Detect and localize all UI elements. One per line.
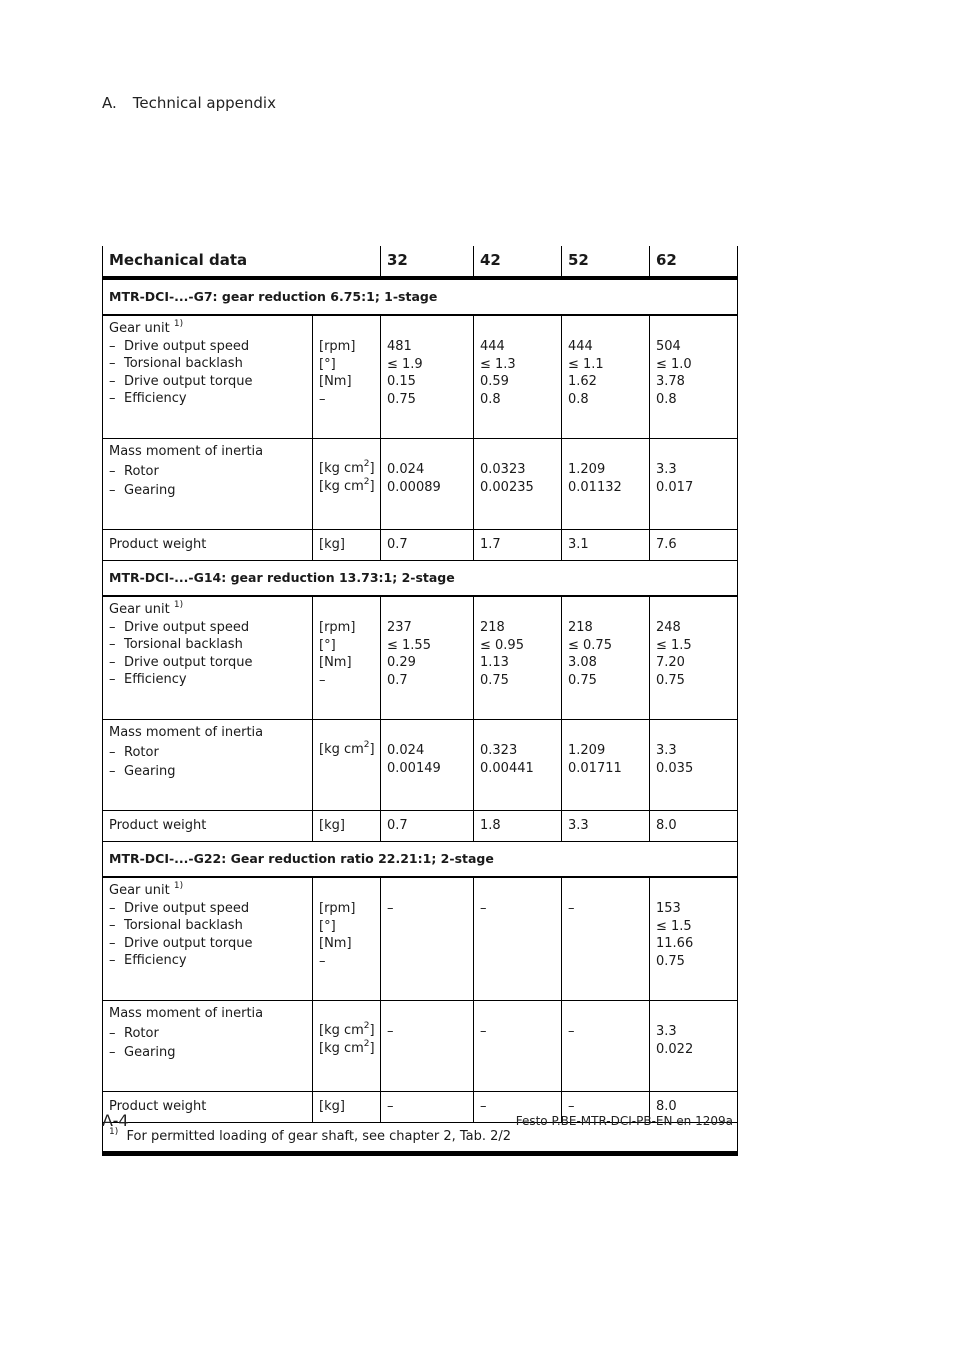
- chapter-heading: [102, 94, 276, 112]
- value: 0.59: [480, 374, 509, 389]
- value: 237: [387, 620, 412, 635]
- unit: [°]: [319, 918, 336, 934]
- inertia-item: [109, 463, 306, 481]
- weight-label: Product weight: [103, 1092, 313, 1123]
- unit: [Nm]: [319, 374, 352, 389]
- gear-unit-item: [109, 636, 306, 654]
- section-heading-row: [103, 561, 738, 597]
- column-header: 32: [381, 246, 474, 278]
- gear-unit-item: [109, 900, 306, 918]
- section-heading-row: [103, 278, 738, 315]
- value: 0.75: [387, 391, 416, 407]
- inertia-label: Mass moment of inertia: [109, 725, 264, 740]
- item-label: Drive output speed: [124, 619, 250, 635]
- unit: [kg $cm^2$]: [319, 1021, 375, 1038]
- value: 444: [480, 339, 505, 354]
- item-dash: –: [109, 483, 116, 498]
- value: 3.3: [656, 1024, 677, 1039]
- value: 0.0323: [480, 462, 526, 477]
- gear-unit-title: Gear unit: [109, 883, 170, 898]
- gear-unit-values: [562, 877, 650, 1001]
- inertia-label-cell: [103, 439, 313, 530]
- value: 11.66: [656, 936, 694, 951]
- item-dash: –: [109, 654, 116, 670]
- weight-label: Product weight: [103, 811, 313, 842]
- unit-text: [kg cm: [319, 1040, 364, 1056]
- gear-unit-values: [650, 877, 738, 1001]
- unit: –: [319, 953, 326, 969]
- unit-exponent: 2: [363, 476, 370, 487]
- item-label: Rotor: [124, 463, 159, 479]
- item-dash: –: [109, 672, 116, 687]
- gear-unit-label: [109, 882, 306, 900]
- gear-unit-label-cell: [103, 315, 313, 439]
- inertia-units: [313, 439, 381, 530]
- weight-row: [103, 530, 738, 561]
- value: 0.00441: [480, 760, 534, 776]
- item-label: Gearing: [124, 764, 176, 779]
- gear-unit-values: [474, 315, 562, 439]
- weight-value: 1.7: [474, 530, 562, 561]
- item-label: Drive output speed: [124, 338, 250, 354]
- value: 0.00149: [387, 760, 441, 776]
- gear-unit-values: [381, 315, 474, 439]
- gear-unit-values: [650, 596, 738, 720]
- item-label: Efficiency: [124, 953, 187, 968]
- inertia-row: [103, 1001, 738, 1092]
- inertia-item: [109, 763, 306, 781]
- section-heading: MTR-DCI-...-G22: Gear reduction ratio 22.21:1; 2-stage: [103, 842, 738, 878]
- value: 0.75: [656, 953, 685, 969]
- mechanical-data-table: [102, 246, 738, 1156]
- weight-row: [103, 811, 738, 842]
- weight-unit: [kg]: [313, 1092, 381, 1123]
- gear-unit-units: [313, 315, 381, 439]
- unit: [rpm]: [319, 901, 356, 916]
- weight-value: –: [381, 1092, 474, 1123]
- unit: [kg $cm^2$]: [319, 740, 375, 757]
- value: –: [480, 901, 487, 916]
- page-number: A-4: [102, 1111, 129, 1130]
- unit: –: [319, 391, 326, 407]
- value: 0.75: [480, 672, 509, 688]
- inertia-values: [650, 720, 738, 811]
- inertia-values: [562, 1001, 650, 1092]
- value: ≤ 1.1: [568, 356, 604, 372]
- inertia-row: [103, 439, 738, 530]
- section-heading: MTR-DCI-...-G14: gear reduction 13.73:1; 2-stage: [103, 561, 738, 597]
- table-title: Mechanical data: [103, 246, 381, 278]
- value: 0.8: [480, 391, 501, 407]
- value: 3.78: [656, 374, 685, 389]
- footnote-ref: 1): [173, 600, 184, 610]
- weight-label: Product weight: [103, 530, 313, 561]
- value: ≤ 1.5: [656, 918, 692, 934]
- item-label: Efficiency: [124, 672, 187, 687]
- inertia-label-cell: [103, 1001, 313, 1092]
- item-dash: –: [109, 1045, 116, 1060]
- inertia-item: [109, 1044, 306, 1062]
- weight-value: 7.6: [650, 530, 738, 561]
- inertia-item: [109, 744, 306, 762]
- value: 0.8: [568, 391, 589, 407]
- item-label: Gearing: [124, 483, 176, 498]
- gear-unit-item: [109, 654, 306, 672]
- unit: [rpm]: [319, 620, 356, 635]
- gear-unit-item: [109, 355, 306, 373]
- section-heading-row: [103, 842, 738, 878]
- unit-text: [kg cm: [319, 478, 364, 494]
- item-dash: –: [109, 637, 116, 652]
- item-dash: –: [109, 918, 116, 933]
- unit: [Nm]: [319, 936, 352, 951]
- value: 1.62: [568, 374, 597, 389]
- value: 7.20: [656, 655, 685, 670]
- item-label: Drive output speed: [124, 900, 250, 916]
- value: 481: [387, 339, 412, 354]
- value: 0.7: [387, 672, 408, 688]
- value: ≤ 1.5: [656, 637, 692, 653]
- item-label: Torsional backlash: [124, 637, 243, 652]
- column-header: 62: [650, 246, 738, 278]
- weight-value: –: [474, 1092, 562, 1123]
- value: 0.29: [387, 655, 416, 670]
- item-dash: –: [109, 619, 116, 635]
- inertia-values: [381, 1001, 474, 1092]
- footnote-ref: 1): [173, 881, 184, 891]
- unit-text: [kg cm: [319, 742, 364, 757]
- value: –: [568, 1024, 575, 1039]
- gear-unit-label: [109, 320, 306, 338]
- unit: [kg $cm^2$]: [319, 1038, 375, 1056]
- gear-unit-title: Gear unit: [109, 321, 170, 336]
- value: 0.75: [656, 672, 685, 688]
- gear-unit-item: [109, 619, 306, 637]
- value: 248: [656, 620, 681, 635]
- value: 218: [480, 620, 505, 635]
- weight-value: 3.3: [562, 811, 650, 842]
- item-label: Rotor: [124, 744, 159, 760]
- inertia-units: [313, 720, 381, 811]
- gear-unit-row: [103, 315, 738, 439]
- gear-unit-label: [109, 601, 306, 619]
- value: 0.017: [656, 479, 694, 495]
- gear-unit-row: [103, 596, 738, 720]
- inertia-values: [562, 439, 650, 530]
- gear-unit-values: [474, 877, 562, 1001]
- gear-unit-title: Gear unit: [109, 602, 170, 617]
- footnote-text: For permitted loading of gear shaft, see chapter 2, Tab. 2/2: [126, 1129, 512, 1145]
- weight-value: 8.0: [650, 1092, 738, 1123]
- unit: [rpm]: [319, 339, 356, 354]
- item-label: Efficiency: [124, 391, 187, 406]
- gear-unit-item: [109, 671, 306, 689]
- value: 0.8: [656, 391, 677, 407]
- unit-text: [kg cm: [319, 1023, 364, 1038]
- weight-value: 1.8: [474, 811, 562, 842]
- weight-value: 0.7: [381, 811, 474, 842]
- weight-value: 3.1: [562, 530, 650, 561]
- inertia-values: [474, 1001, 562, 1092]
- value: 1.209: [568, 743, 606, 758]
- value: –: [387, 1024, 394, 1039]
- inertia-values: [381, 439, 474, 530]
- item-label: Drive output torque: [124, 654, 253, 670]
- inertia-values: [474, 439, 562, 530]
- gear-unit-values: [650, 315, 738, 439]
- value: 0.00235: [480, 479, 534, 495]
- unit: [kg $cm^2$]: [319, 476, 375, 494]
- table-header-row: [103, 246, 738, 278]
- value: 444: [568, 339, 593, 354]
- inertia-values: [381, 720, 474, 811]
- gear-unit-item: [109, 373, 306, 391]
- value: 1.209: [568, 462, 606, 477]
- value: 0.75: [568, 672, 597, 688]
- item-dash: –: [109, 764, 116, 779]
- inertia-values: [474, 720, 562, 811]
- gear-unit-item: [109, 390, 306, 408]
- value: 504: [656, 339, 681, 354]
- inertia-values: [650, 1001, 738, 1092]
- gear-unit-values: [381, 877, 474, 1001]
- gear-unit-row: [103, 877, 738, 1001]
- weight-value: 0.7: [381, 530, 474, 561]
- value: ≤ 0.95: [480, 637, 524, 653]
- gear-unit-values: [474, 596, 562, 720]
- value: 0.15: [387, 374, 416, 389]
- section-heading: MTR-DCI-...-G7: gear reduction 6.75:1; 1-stage: [103, 278, 738, 315]
- inertia-values: [562, 720, 650, 811]
- value: 218: [568, 620, 593, 635]
- value: 0.01711: [568, 760, 622, 776]
- gear-unit-label-cell: [103, 596, 313, 720]
- gear-unit-item: [109, 338, 306, 356]
- inertia-label-cell: [103, 720, 313, 811]
- inertia-units: [313, 1001, 381, 1092]
- item-dash: –: [109, 373, 116, 389]
- gear-unit-units: [313, 877, 381, 1001]
- value: 1.13: [480, 655, 509, 670]
- document-reference: Festo P.BE-MTR-DCI-PB-EN en 1209a: [515, 1114, 733, 1128]
- column-header: 42: [474, 246, 562, 278]
- item-dash: –: [109, 356, 116, 371]
- gear-unit-item: [109, 952, 306, 970]
- unit-exponent: 2: [363, 740, 370, 750]
- footnote-marker: 1): [109, 1127, 119, 1138]
- unit: [Nm]: [319, 655, 352, 670]
- weight-unit: [kg]: [313, 530, 381, 561]
- item-label: Torsional backlash: [124, 356, 243, 371]
- unit: [°]: [319, 356, 336, 372]
- gear-unit-item: [109, 935, 306, 953]
- inertia-row: [103, 720, 738, 811]
- item-dash: –: [109, 900, 116, 916]
- inertia-label: Mass moment of inertia: [109, 444, 264, 459]
- footnote-ref: 1): [173, 319, 184, 329]
- value: 0.024: [387, 462, 425, 477]
- value: 0.022: [656, 1041, 694, 1057]
- chapter-title: Technical appendix: [132, 94, 276, 112]
- item-dash: –: [109, 338, 116, 354]
- value: ≤ 1.0: [656, 356, 692, 372]
- value: ≤ 1.55: [387, 637, 431, 653]
- unit: –: [319, 672, 326, 688]
- item-label: Torsional backlash: [124, 918, 243, 933]
- unit-exponent: 2: [363, 1021, 370, 1031]
- value: 3.3: [656, 462, 677, 477]
- unit-text: [kg cm: [319, 461, 364, 476]
- column-header: 52: [562, 246, 650, 278]
- weight-value: –: [562, 1092, 650, 1123]
- item-label: Drive output torque: [124, 373, 253, 389]
- inertia-label: Mass moment of inertia: [109, 1006, 264, 1021]
- unit: [°]: [319, 637, 336, 653]
- value: 0.024: [387, 743, 425, 758]
- gear-unit-item: [109, 917, 306, 935]
- weight-value: 8.0: [650, 811, 738, 842]
- value: 0.035: [656, 760, 694, 776]
- unit-exponent: 2: [363, 1038, 370, 1049]
- item-dash: –: [109, 1025, 116, 1041]
- item-label: Drive output torque: [124, 935, 253, 951]
- item-label: Rotor: [124, 1025, 159, 1041]
- value: ≤ 1.3: [480, 356, 516, 372]
- value: 153: [656, 901, 681, 916]
- item-dash: –: [109, 744, 116, 760]
- value: ≤ 1.9: [387, 356, 423, 372]
- unit: [kg $cm^2$]: [319, 459, 375, 476]
- item-dash: –: [109, 463, 116, 479]
- value: ≤ 0.75: [568, 637, 612, 653]
- unit-exponent: 2: [363, 459, 370, 469]
- item-dash: –: [109, 953, 116, 968]
- inertia-item: [109, 482, 306, 500]
- gear-unit-values: [562, 315, 650, 439]
- item-dash: –: [109, 935, 116, 951]
- weight-unit: [kg]: [313, 811, 381, 842]
- value: 3.3: [656, 743, 677, 758]
- value: –: [480, 1024, 487, 1039]
- value: 0.01132: [568, 479, 622, 495]
- value: –: [568, 901, 575, 916]
- value: 3.08: [568, 655, 597, 670]
- chapter-number: A.: [102, 94, 117, 112]
- gear-unit-label-cell: [103, 877, 313, 1001]
- gear-unit-values: [562, 596, 650, 720]
- inertia-item: [109, 1025, 306, 1043]
- value: 0.323: [480, 743, 518, 758]
- value: 0.00089: [387, 479, 441, 495]
- gear-unit-values: [381, 596, 474, 720]
- item-label: Gearing: [124, 1045, 176, 1060]
- item-dash: –: [109, 391, 116, 406]
- inertia-values: [650, 439, 738, 530]
- value: –: [387, 901, 394, 916]
- gear-unit-units: [313, 596, 381, 720]
